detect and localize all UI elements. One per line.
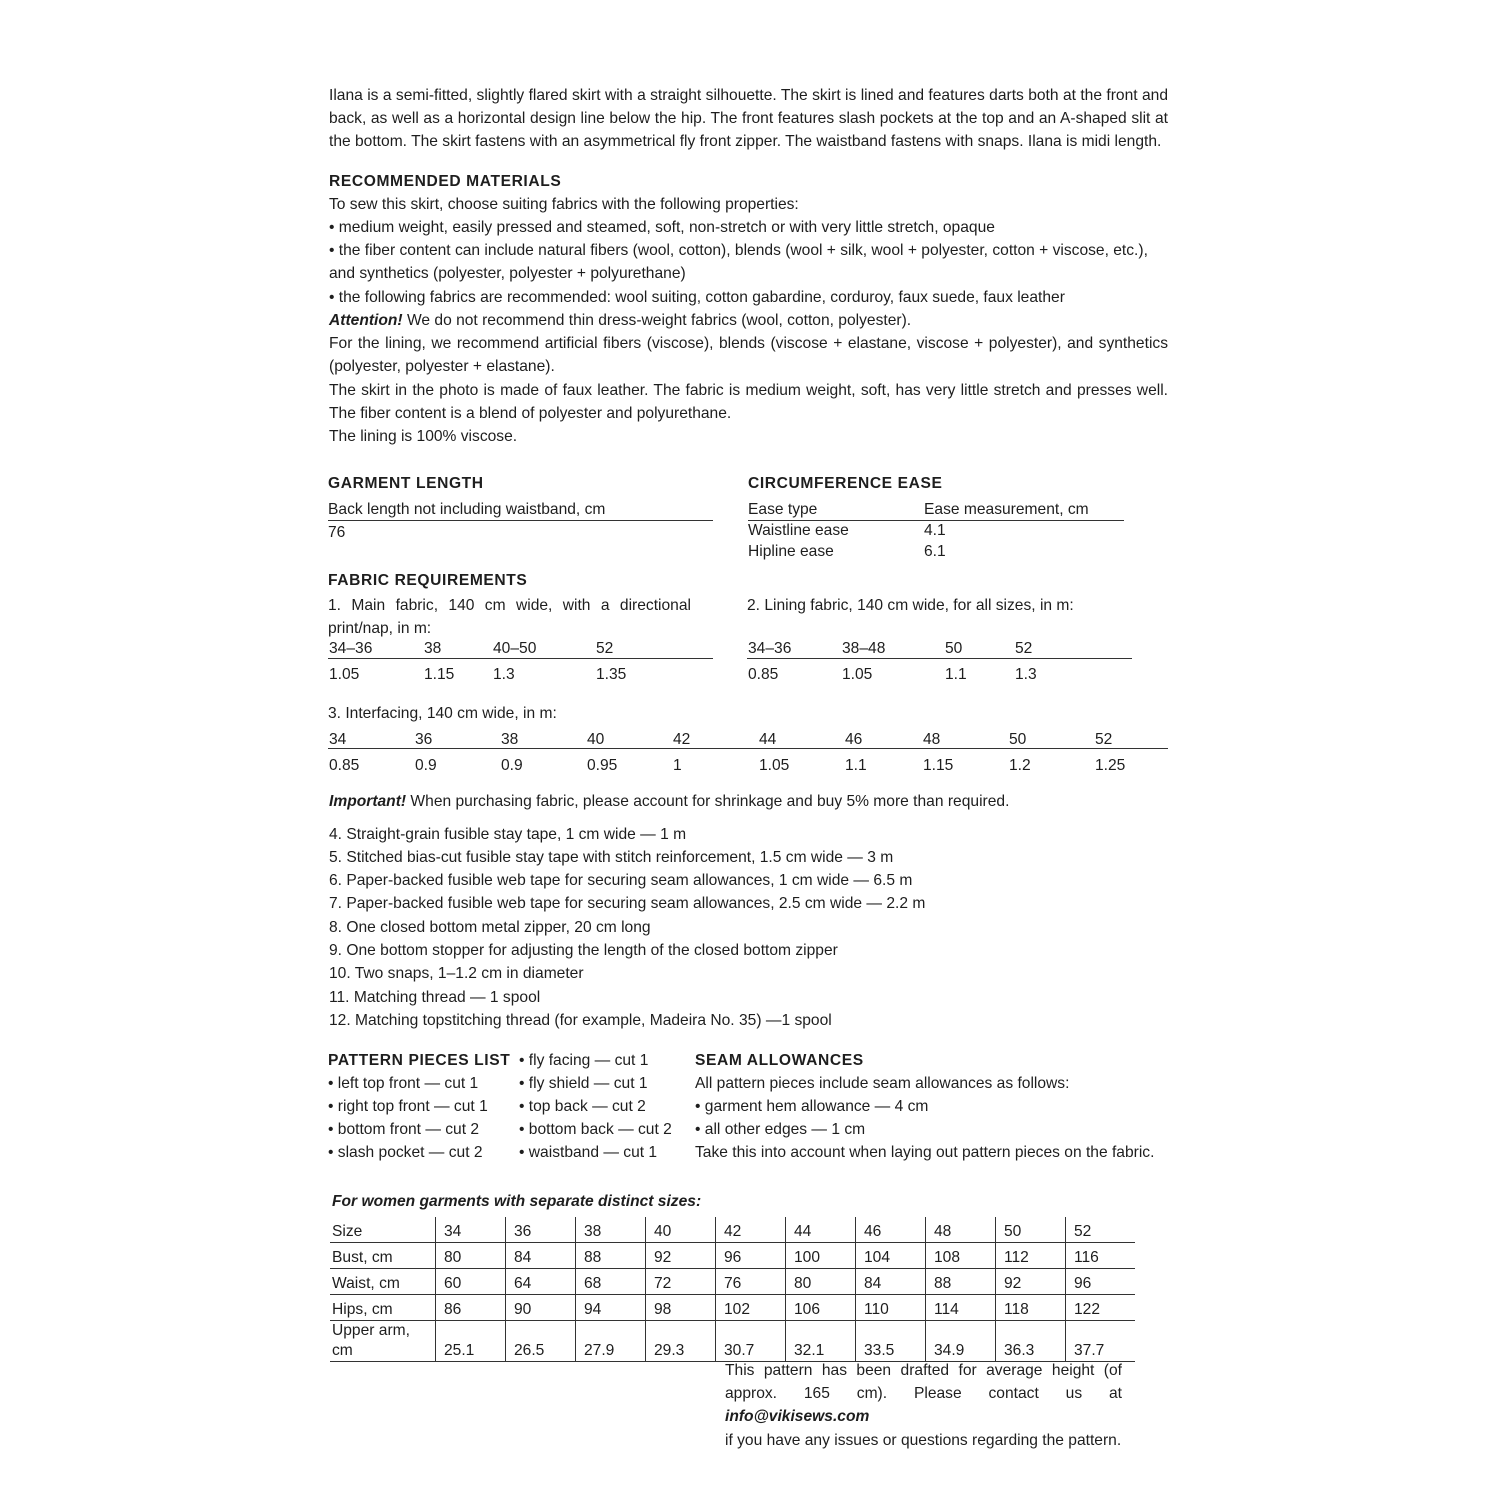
size-table-cell: 108 (926, 1243, 996, 1269)
size-table-cell: 36 (506, 1217, 576, 1243)
seam-line: All pattern pieces include seam allowances as follows: (695, 1075, 1070, 1092)
size-table-cell: 38 (576, 1217, 646, 1243)
size-table-cell: 96 (1066, 1269, 1136, 1295)
size-table-row (330, 1321, 1135, 1362)
footer-note (725, 1359, 1122, 1452)
size-table-cell: 86 (436, 1295, 506, 1321)
main-fabric-amount: 1.15 (424, 666, 455, 683)
size-table-cell: 33.5 (856, 1321, 926, 1362)
seam-line: Take this into account when laying out pattern pieces on the fabric. (695, 1144, 1155, 1161)
ease-col-measure: Ease measurement, cm (924, 501, 1089, 518)
lining-fabric-title: 2. Lining fabric, 140 cm wide, for all sizes, in m: (747, 597, 1074, 614)
size-table-cell: 80 (436, 1243, 506, 1269)
size-table-row (330, 1295, 1135, 1321)
size-table-cell: 40 (646, 1217, 716, 1243)
interfacing-rule (328, 728, 1168, 749)
size-table-row (330, 1269, 1135, 1295)
size-table-cell: 116 (1066, 1243, 1136, 1269)
interfacing-amount: 0.9 (415, 757, 437, 774)
size-table-cell: 94 (576, 1295, 646, 1321)
materials-bullet: • the following fabrics are recommended: wool suiting, cotton gabardine, corduroy, faux suede, faux leather (329, 289, 1065, 306)
notion-item: 12. Matching topstitching thread (for example, Madeira No. 35) —1 spool (329, 1012, 832, 1029)
size-table-caption-text: For women garments with separate distinct sizes: (332, 1193, 702, 1210)
main-fabric-size: 52 (596, 640, 614, 657)
size-table-row (330, 1243, 1135, 1269)
size-table-cell: 64 (506, 1269, 576, 1295)
interfacing-size: 48 (923, 731, 941, 748)
seam-line: • garment hem allowance — 4 cm (695, 1098, 929, 1115)
size-table-cell: 68 (576, 1269, 646, 1295)
size-table-cell: 88 (576, 1243, 646, 1269)
lining-fabric-size: 38–48 (842, 640, 886, 657)
lining-fabric-rule (747, 637, 1132, 659)
main-fabric-title: 1. Main fabric, 140 cm wide, with a directional print/nap, in m: (328, 597, 691, 638)
size-table-row-label: Upper arm, cm (330, 1321, 436, 1362)
intro-paragraph: Ilana is a semi-fitted, slightly flared skirt with a straight silhouette. The skirt is lined and features darts both at the front and back, as well as a horizontal design line below the hip. The front features slash pockets at the top and an A-shaped slit at the bottom. The skirt fastens with an asymmetrical fly front zipper. The waistband fastens with snaps. Ilana is midi length. (329, 87, 1168, 151)
size-table-cell: 42 (716, 1217, 786, 1243)
pattern-piece: • slash pocket — cut 2 (328, 1144, 483, 1161)
notion-item: 5. Stitched bias-cut fusible stay tape with stitch reinforcement, 1.5 cm wide — 3 m (329, 849, 894, 866)
size-table-cell: 102 (716, 1295, 786, 1321)
important-text: When purchasing fabric, please account for shrinkage and buy 5% more than required. (406, 793, 1010, 810)
ease-type-hip: Hipline ease (748, 543, 834, 560)
main-fabric-amount: 1.35 (596, 666, 627, 683)
lining-fabric-amount: 1.1 (945, 666, 967, 683)
attention-label: Attention! (329, 312, 403, 329)
size-table-cell: 37.7 (1066, 1321, 1136, 1362)
garment-length-value: 76 (328, 524, 346, 541)
interfacing-size: 46 (845, 731, 863, 748)
footer-text: This pattern has been drafted for average height (of approx. 165 cm). Please contact us at (725, 1362, 1122, 1403)
notion-item: 8. One closed bottom metal zipper, 20 cm long (329, 919, 651, 936)
interfacing-amount: 1.25 (1095, 757, 1126, 774)
pattern-pieces-heading: PATTERN PIECES LIST (328, 1052, 511, 1069)
lining-fabric-amount: 1.05 (842, 666, 873, 683)
interfacing-amount: 0.95 (587, 757, 618, 774)
materials-heading: RECOMMENDED MATERIALS (329, 173, 562, 190)
lining-recommendation: For the lining, we recommend artificial fibers (viscose), blends (viscose + elastane, viscose + polyester), and synthetics (polyester, polyester + elastane). (329, 335, 1168, 376)
notion-item: 6. Paper-backed fusible web tape for securing seam allowances, 1 cm wide — 6.5 m (329, 872, 913, 889)
fabric-heading: FABRIC REQUIREMENTS (328, 572, 528, 589)
seam-heading: SEAM ALLOWANCES (695, 1052, 864, 1069)
ease-heading: CIRCUMFERENCE EASE (748, 475, 943, 492)
interfacing-amount: 1.2 (1009, 757, 1031, 774)
size-table-cell: 96 (716, 1243, 786, 1269)
interfacing-size: 50 (1009, 731, 1027, 748)
size-table-row-label: Size (330, 1217, 436, 1243)
size-table-row-label: Bust, cm (330, 1243, 436, 1269)
important-note (329, 790, 1168, 813)
size-table-cell: 80 (786, 1269, 856, 1295)
main-fabric-size: 38 (424, 640, 442, 657)
size-table-cell: 122 (1066, 1295, 1136, 1321)
pattern-piece: • fly facing — cut 1 (519, 1052, 649, 1069)
ease-value-waist: 4.1 (924, 522, 946, 539)
size-table-cell: 29.3 (646, 1321, 716, 1362)
size-table-cell: 88 (926, 1269, 996, 1295)
size-table-cell: 92 (646, 1243, 716, 1269)
size-table (330, 1217, 1135, 1362)
garment-length-label: Back length not including waistband, cm (328, 498, 713, 521)
seam-line: • all other edges — 1 cm (695, 1121, 866, 1138)
lining-photo-note: The lining is 100% viscose. (329, 428, 518, 445)
notion-item: 10. Two snaps, 1–1.2 cm in diameter (329, 965, 584, 982)
interfacing-size: 34 (329, 731, 347, 748)
materials-bullet: • medium weight, easily pressed and steamed, soft, non-stretch or with very little stretch, opaque (329, 219, 995, 236)
size-table-cell: 44 (786, 1217, 856, 1243)
important-label: Important! (329, 793, 407, 810)
notion-item: 9. One bottom stopper for adjusting the length of the closed bottom zipper (329, 942, 838, 959)
lining-fabric-amount: 0.85 (748, 666, 779, 683)
lining-fabric-amount: 1.3 (1015, 666, 1037, 683)
materials-lead: To sew this skirt, choose suiting fabrics with the following properties: (329, 196, 799, 213)
garment-length-heading: GARMENT LENGTH (328, 475, 484, 492)
interfacing-size: 40 (587, 731, 605, 748)
interfacing-amount: 0.85 (329, 757, 360, 774)
size-table-cell: 84 (506, 1243, 576, 1269)
pattern-piece: • fly shield — cut 1 (519, 1075, 648, 1092)
notion-item: 7. Paper-backed fusible web tape for securing seam allowances, 2.5 cm wide — 2.2 m (329, 895, 926, 912)
lining-fabric-size: 52 (1015, 640, 1033, 657)
main-fabric-amount: 1.05 (329, 666, 360, 683)
ease-col-type: Ease type (748, 501, 818, 518)
interfacing-size: 42 (673, 731, 691, 748)
ease-type-waist: Waistline ease (748, 522, 849, 539)
main-fabric-amount: 1.3 (493, 666, 515, 683)
size-table-cell: 25.1 (436, 1321, 506, 1362)
lining-fabric-size: 34–36 (748, 640, 792, 657)
size-table-cell: 46 (856, 1217, 926, 1243)
notion-item: 4. Straight-grain fusible stay tape, 1 cm wide — 1 m (329, 826, 687, 843)
interfacing-amount: 0.9 (501, 757, 523, 774)
lining-fabric-size: 50 (945, 640, 963, 657)
interfacing-title: 3. Interfacing, 140 cm wide, in m: (328, 705, 557, 722)
size-table-cell: 90 (506, 1295, 576, 1321)
pattern-piece: • waistband — cut 1 (519, 1144, 658, 1161)
photo-fabric-note: The skirt in the photo is made of faux leather. The fabric is medium weight, soft, has very little stretch and presses well. The fiber content is a blend of polyester and polyurethane. (329, 382, 1168, 423)
interfacing-size: 44 (759, 731, 777, 748)
size-table-cell: 114 (926, 1295, 996, 1321)
interfacing-size: 52 (1095, 731, 1113, 748)
size-table-cell: 34 (436, 1217, 506, 1243)
attention-note (329, 309, 1168, 332)
pattern-piece: • left top front — cut 1 (328, 1075, 479, 1092)
size-table-cell: 110 (856, 1295, 926, 1321)
size-table-cell: 106 (786, 1295, 856, 1321)
size-table-cell: 76 (716, 1269, 786, 1295)
size-table-cell: 112 (996, 1243, 1066, 1269)
size-table-cell: 32.1 (786, 1321, 856, 1362)
size-table-row-label: Hips, cm (330, 1295, 436, 1321)
main-fabric-size: 34–36 (329, 640, 373, 657)
size-table-cell: 26.5 (506, 1321, 576, 1362)
size-table-cell: 98 (646, 1295, 716, 1321)
pattern-piece: • top back — cut 2 (519, 1098, 646, 1115)
interfacing-size: 36 (415, 731, 433, 748)
size-table-cell: 118 (996, 1295, 1066, 1321)
notion-item: 11. Matching thread — 1 spool (329, 989, 541, 1006)
materials-bullet: • the fiber content can include natural fibers (wool, cotton), blends (wool + silk, wool + polyester, cotton + viscose, etc.), and synthetics (polyester, polyester + polyurethane) (329, 242, 1148, 283)
interfacing-amount: 1.1 (845, 757, 867, 774)
interfacing-amount: 1.05 (759, 757, 790, 774)
size-table-cell: 92 (996, 1269, 1066, 1295)
size-table-row-label: Waist, cm (330, 1269, 436, 1295)
interfacing-amount: 1.15 (923, 757, 954, 774)
ease-value-hip: 6.1 (924, 543, 946, 560)
size-table-cell: 50 (996, 1217, 1066, 1243)
contact-email[interactable]: info@vikisews.com (725, 1408, 870, 1426)
size-table-caption (332, 1190, 701, 1213)
size-table-row (330, 1217, 1135, 1243)
size-table-cell: 30.7 (716, 1321, 786, 1362)
size-table-cell: 34.9 (926, 1321, 996, 1362)
interfacing-size: 38 (501, 731, 519, 748)
size-table-cell: 72 (646, 1269, 716, 1295)
pattern-piece: • right top front — cut 1 (328, 1098, 488, 1115)
size-table-cell: 27.9 (576, 1321, 646, 1362)
size-table-cell: 48 (926, 1217, 996, 1243)
size-table-cell: 104 (856, 1243, 926, 1269)
size-table-cell: 84 (856, 1269, 926, 1295)
pattern-piece: • bottom front — cut 2 (328, 1121, 480, 1138)
size-table-cell: 36.3 (996, 1321, 1066, 1362)
main-fabric-size: 40–50 (493, 640, 537, 657)
size-table-cell: 52 (1066, 1217, 1136, 1243)
pattern-piece: • bottom back — cut 2 (519, 1121, 672, 1138)
attention-text: We do not recommend thin dress-weight fabrics (wool, cotton, polyester). (402, 312, 912, 329)
interfacing-amount: 1 (673, 757, 682, 774)
size-table-cell: 100 (786, 1243, 856, 1269)
size-table-cell: 60 (436, 1269, 506, 1295)
footer-text-2: if you have any issues or questions regarding the pattern. (725, 1431, 1122, 1449)
